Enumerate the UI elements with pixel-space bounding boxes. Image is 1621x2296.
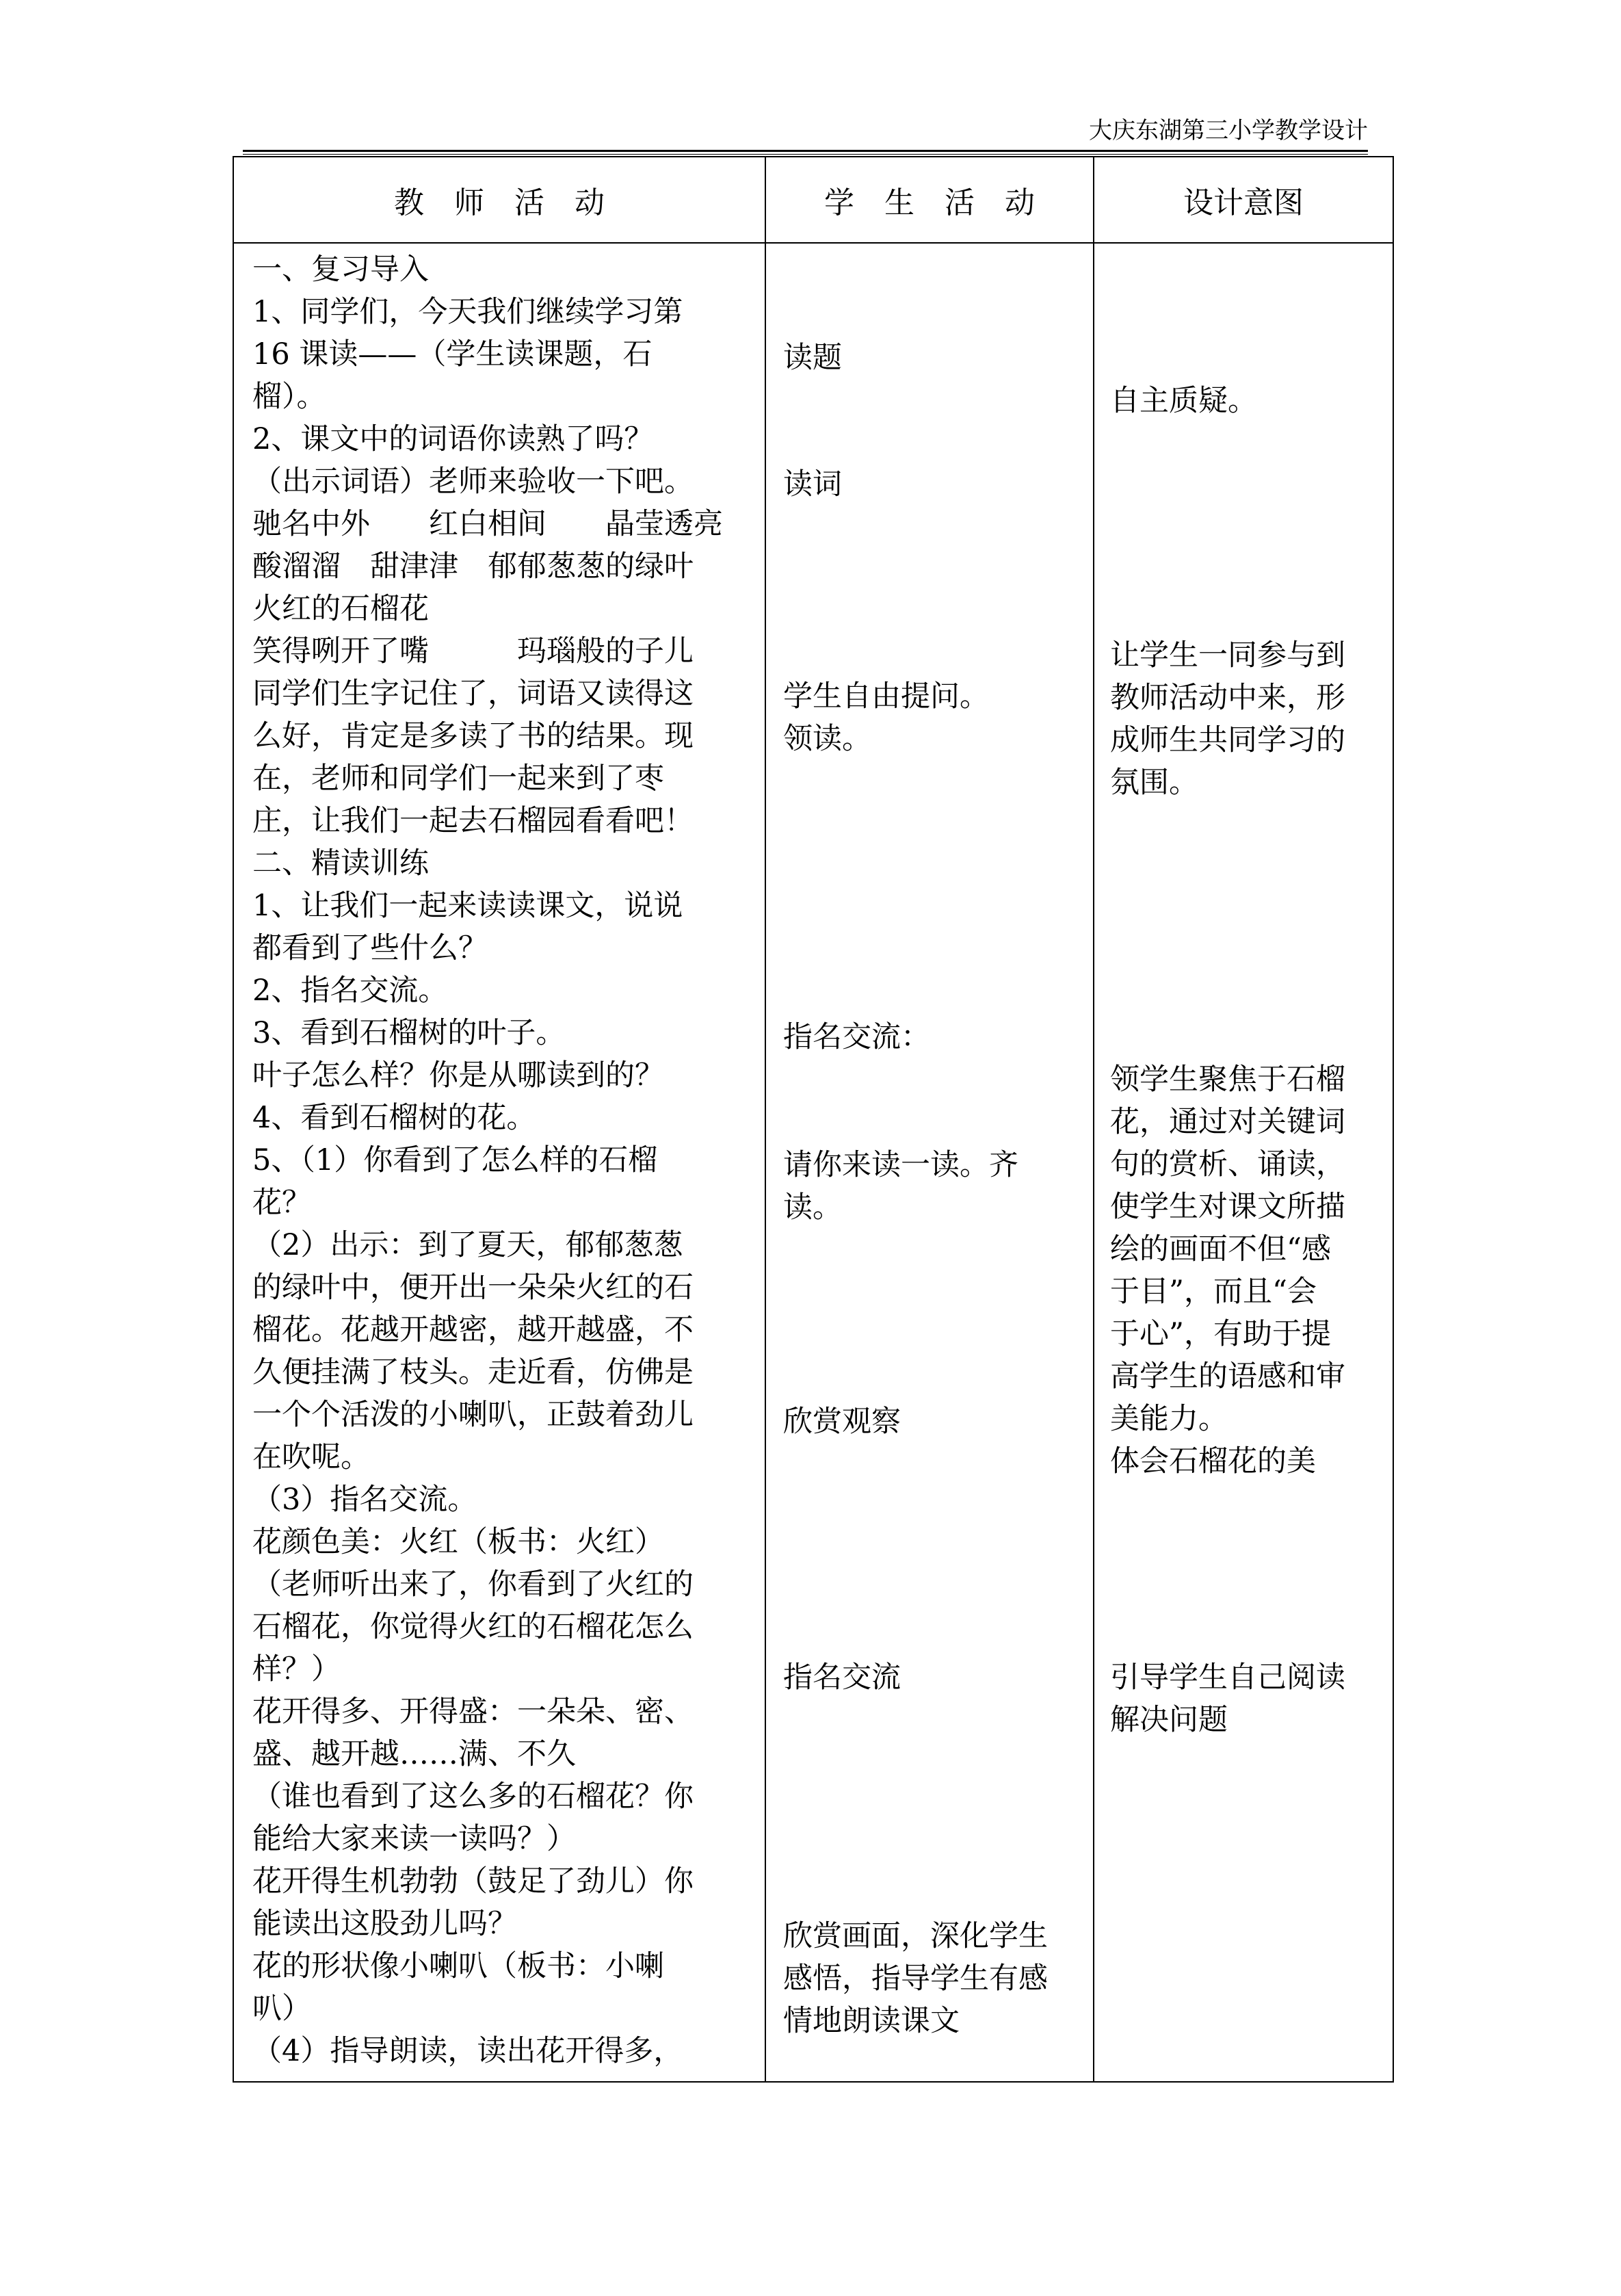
teacher-activity-line: 一个个活泼的小喇叭，正鼓着劲儿 [252,1398,694,1432]
design-intent-line: 于心”，有助于提 [1110,1317,1331,1351]
teacher-activity-line: 花的形状像小喇叭（板书：小喇 [252,1949,664,1983]
teacher-activity-line: 在吹呢。 [252,1440,370,1474]
column-header-teacher: 教 师 活 动 [233,157,765,243]
teacher-activity-line: 石榴花，你觉得火红的石榴花怎么 [252,1610,694,1644]
teacher-activity-line: 3、看到石榴树的叶子。 [252,1016,566,1050]
student-activity-line: 情地朗读课文 [783,2004,960,2038]
design-intent-line: 成师生共同学习的 [1110,723,1345,757]
teacher-activity-line: 在，老师和同学们一起来到了枣 [252,761,664,796]
teacher-activity-line: （3）指名交流。 [252,1483,477,1517]
student-activity-line: 学生自由提问。 [783,679,989,714]
design-intent-line: 绘的画面不但“感 [1110,1232,1331,1266]
design-intent-line: 高学生的语感和审 [1110,1359,1345,1394]
design-intent-line: 解决问题 [1110,1703,1228,1737]
teacher-activity-line: 盛、越开越……满、不久 [252,1737,576,1771]
teacher-activity-line: 的绿叶中，便开出一朵朵火红的石 [252,1270,694,1305]
teacher-activity-line: 花颜色美：火红（板书：火红） [252,1525,664,1559]
teacher-activity-line: 榴花。花越开越密，越开越盛，不 [252,1313,694,1347]
design-intent-cell [1094,243,1393,2082]
design-intent-line: 使学生对课文所描 [1110,1190,1345,1224]
teacher-activity-line: 16 课读——（学生读课题，石 [252,337,653,371]
teacher-activity-line: 二、精读训练 [252,846,429,880]
teacher-activity-line: 2、课文中的词语你读熟了吗？ [252,422,654,456]
school-header: 大庆东湖第三小学教学设计 [1089,117,1368,144]
teacher-activity-line: （2）出示：到了夏天，郁郁葱葱 [252,1228,683,1262]
student-activity-line: 读题 [783,341,842,375]
teacher-activity-line: 榴）。 [252,380,326,414]
teacher-activity-line: 么好，肯定是多读了书的结果。现 [252,719,694,753]
teacher-activity-line: （4）指导朗读，读出花开得多， [252,2034,683,2068]
teacher-activity-line: 能给大家来读一读吗？） [252,1822,576,1856]
design-intent-line: 让学生一同参与到 [1110,638,1345,673]
teacher-activity-line: 样？） [252,1652,341,1686]
student-activity-line: 指名交流 [783,1660,901,1695]
teacher-activity-cell [233,243,765,2082]
student-activity-line: 请你来读一读。齐 [783,1148,1018,1182]
teacher-activity-line: 能读出这股劲儿吗？ [252,1907,517,1941]
design-intent-line: 花，通过对关键词 [1110,1105,1345,1139]
teacher-activity-line: 叶子怎么样？你是从哪读到的？ [252,1058,664,1093]
design-intent-line: 自主质疑。 [1110,384,1257,418]
student-activity-cell [765,243,1094,2082]
design-intent-line: 氛围。 [1110,766,1198,800]
design-intent-line: 领学生聚焦于石榴 [1110,1062,1345,1097]
column-header-student: 学 生 活 动 [765,157,1094,243]
table-row [233,243,1393,2082]
design-intent-line: 于目”，而且“会 [1110,1275,1317,1309]
table-header-row [233,157,1393,243]
teacher-activity-line: 庄，让我们一起去石榴园看看吧！ [252,804,694,838]
student-activity-line: 感悟，指导学生有感 [783,1961,1048,1996]
design-intent-line: 美能力。 [1110,1402,1228,1436]
header-rule-thin [243,154,1368,155]
student-activity-line: 欣赏观察 [783,1405,901,1439]
teacher-activity-line: 酸溜溜 甜津津 郁郁葱葱的绿叶 [252,549,694,584]
teacher-activity-line: 4、看到石榴树的花。 [252,1101,536,1135]
teacher-activity-line: 1、同学们，今天我们继续学习第 [252,295,683,329]
teacher-activity-line: （出示词语）老师来验收一下吧。 [252,465,694,499]
teacher-activity-line: （老师听出来了，你看到了火红的 [252,1567,694,1602]
design-intent-line: 句的赏析、诵读， [1110,1147,1345,1182]
teacher-activity-line: 火红的石榴花 [252,592,429,626]
teacher-activity-line: 2、指名交流。 [252,974,448,1008]
teacher-activity-line: 一、复习导入 [252,252,429,287]
teacher-activity-line: 驰名中外 红白相间 晶莹透亮 [252,507,723,541]
header-rule-thick [243,150,1368,152]
teacher-activity-line: （谁也看到了这么多的石榴花？你 [252,1779,694,1814]
teacher-activity-line: 都看到了些什么？ [252,931,488,965]
teacher-activity-line: 久便挂满了枝头。走近看，仿佛是 [252,1355,694,1390]
page-header [243,113,1368,154]
teacher-activity-line: 同学们生字记住了，词语又读得这 [252,677,694,711]
student-activity-line: 指名交流： [783,1020,930,1054]
design-intent-line: 引导学生自己阅读 [1110,1660,1345,1695]
student-activity-line: 欣赏画面，深化学生 [783,1919,1048,1953]
student-activity-line: 领读。 [783,722,871,756]
teacher-activity-line: 5、（1）你看到了怎么样的石榴 [252,1143,658,1177]
teacher-activity-line: 笑得咧开了嘴 玛瑙般的子儿 [252,634,694,668]
teacher-activity-line: 叭） [252,1992,311,2026]
column-header-intent: 设计意图 [1094,157,1393,243]
teacher-activity-line: 花开得多、开得盛：一朵朵、密、 [252,1695,694,1729]
design-intent-line: 体会石榴花的美 [1110,1444,1316,1478]
teacher-activity-line: 1、让我们一起来读读课文，说说 [252,889,683,923]
student-activity-line: 读词 [783,467,842,501]
teacher-activity-line: 花开得生机勃勃（鼓足了劲儿）你 [252,1864,694,1899]
lesson-plan-table [233,156,1394,2083]
teacher-activity-line: 花？ [252,1186,311,1220]
student-activity-line: 读。 [783,1190,842,1225]
design-intent-line: 教师活动中来，形 [1110,681,1345,715]
